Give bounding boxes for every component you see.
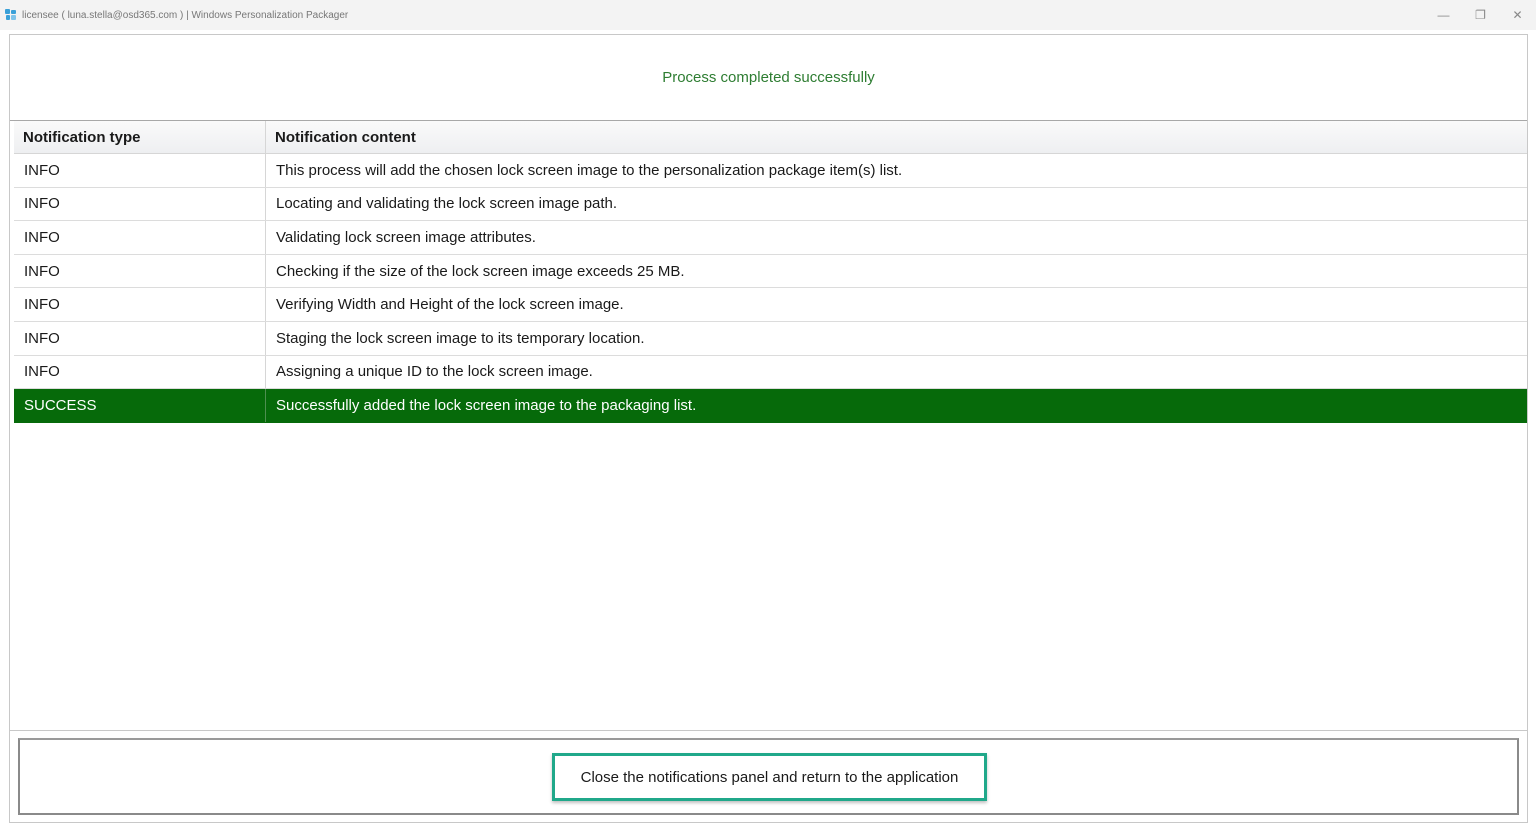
cell-type: INFO — [14, 255, 266, 288]
window-title: licensee ( luna.stella@osd365.com ) | Windows Personalization Packager — [22, 9, 349, 21]
status-message: Process completed successfully — [662, 69, 875, 86]
notifications-grid — [14, 121, 1527, 423]
close-notifications-button[interactable] — [552, 753, 987, 801]
table-row[interactable] — [14, 255, 1527, 289]
cell-content: Locating and validating the lock screen image path. — [276, 195, 618, 213]
cell-content: This process will add the chosen lock screen image to the personalization package item(s) list. — [276, 161, 903, 179]
cell-type: SUCCESS — [14, 389, 266, 422]
table-row[interactable] — [14, 188, 1527, 222]
cell-content: Checking if the size of the lock screen image exceeds 25 MB. — [276, 262, 685, 280]
table-row[interactable] — [14, 356, 1527, 390]
grid-header — [14, 121, 1527, 154]
table-row[interactable] — [14, 221, 1527, 255]
cell-type: INFO — [14, 322, 266, 355]
cell-content: Successfully added the lock screen image to the packaging list. — [276, 396, 697, 414]
table-row[interactable] — [14, 288, 1527, 322]
notifications-panel — [9, 34, 1528, 823]
close-icon: ✕ — [1512, 8, 1523, 22]
minimize-button[interactable] — [1425, 0, 1462, 30]
cell-content: Assigning a unique ID to the lock screen image. — [276, 363, 593, 381]
cell-content: Staging the lock screen image to its temporary location. — [276, 329, 645, 347]
table-row[interactable] — [14, 154, 1527, 188]
close-window-button[interactable] — [1499, 0, 1536, 30]
status-area — [10, 35, 1527, 121]
column-header-type[interactable]: Notification type — [14, 121, 266, 153]
table-row-success[interactable] — [14, 389, 1527, 423]
minimize-icon: — — [1437, 8, 1450, 22]
cell-type: INFO — [14, 356, 266, 389]
app-logo-icon — [5, 9, 17, 21]
table-row[interactable] — [14, 322, 1527, 356]
restore-icon: ❐ — [1475, 8, 1486, 22]
restore-button[interactable] — [1462, 0, 1499, 30]
cell-type: INFO — [14, 154, 266, 187]
cell-type: INFO — [14, 188, 266, 221]
title-bar — [0, 0, 1536, 30]
cell-content: Validating lock screen image attributes. — [276, 228, 536, 246]
column-header-content[interactable]: Notification content — [275, 128, 416, 146]
footer-divider — [10, 730, 1527, 731]
cell-type: INFO — [14, 221, 266, 254]
close-notifications-label: Close the notifications panel and return to the application — [580, 768, 959, 786]
cell-content: Verifying Width and Height of the lock screen image. — [276, 296, 624, 314]
cell-type: INFO — [14, 288, 266, 321]
window-controls — [1425, 0, 1536, 30]
